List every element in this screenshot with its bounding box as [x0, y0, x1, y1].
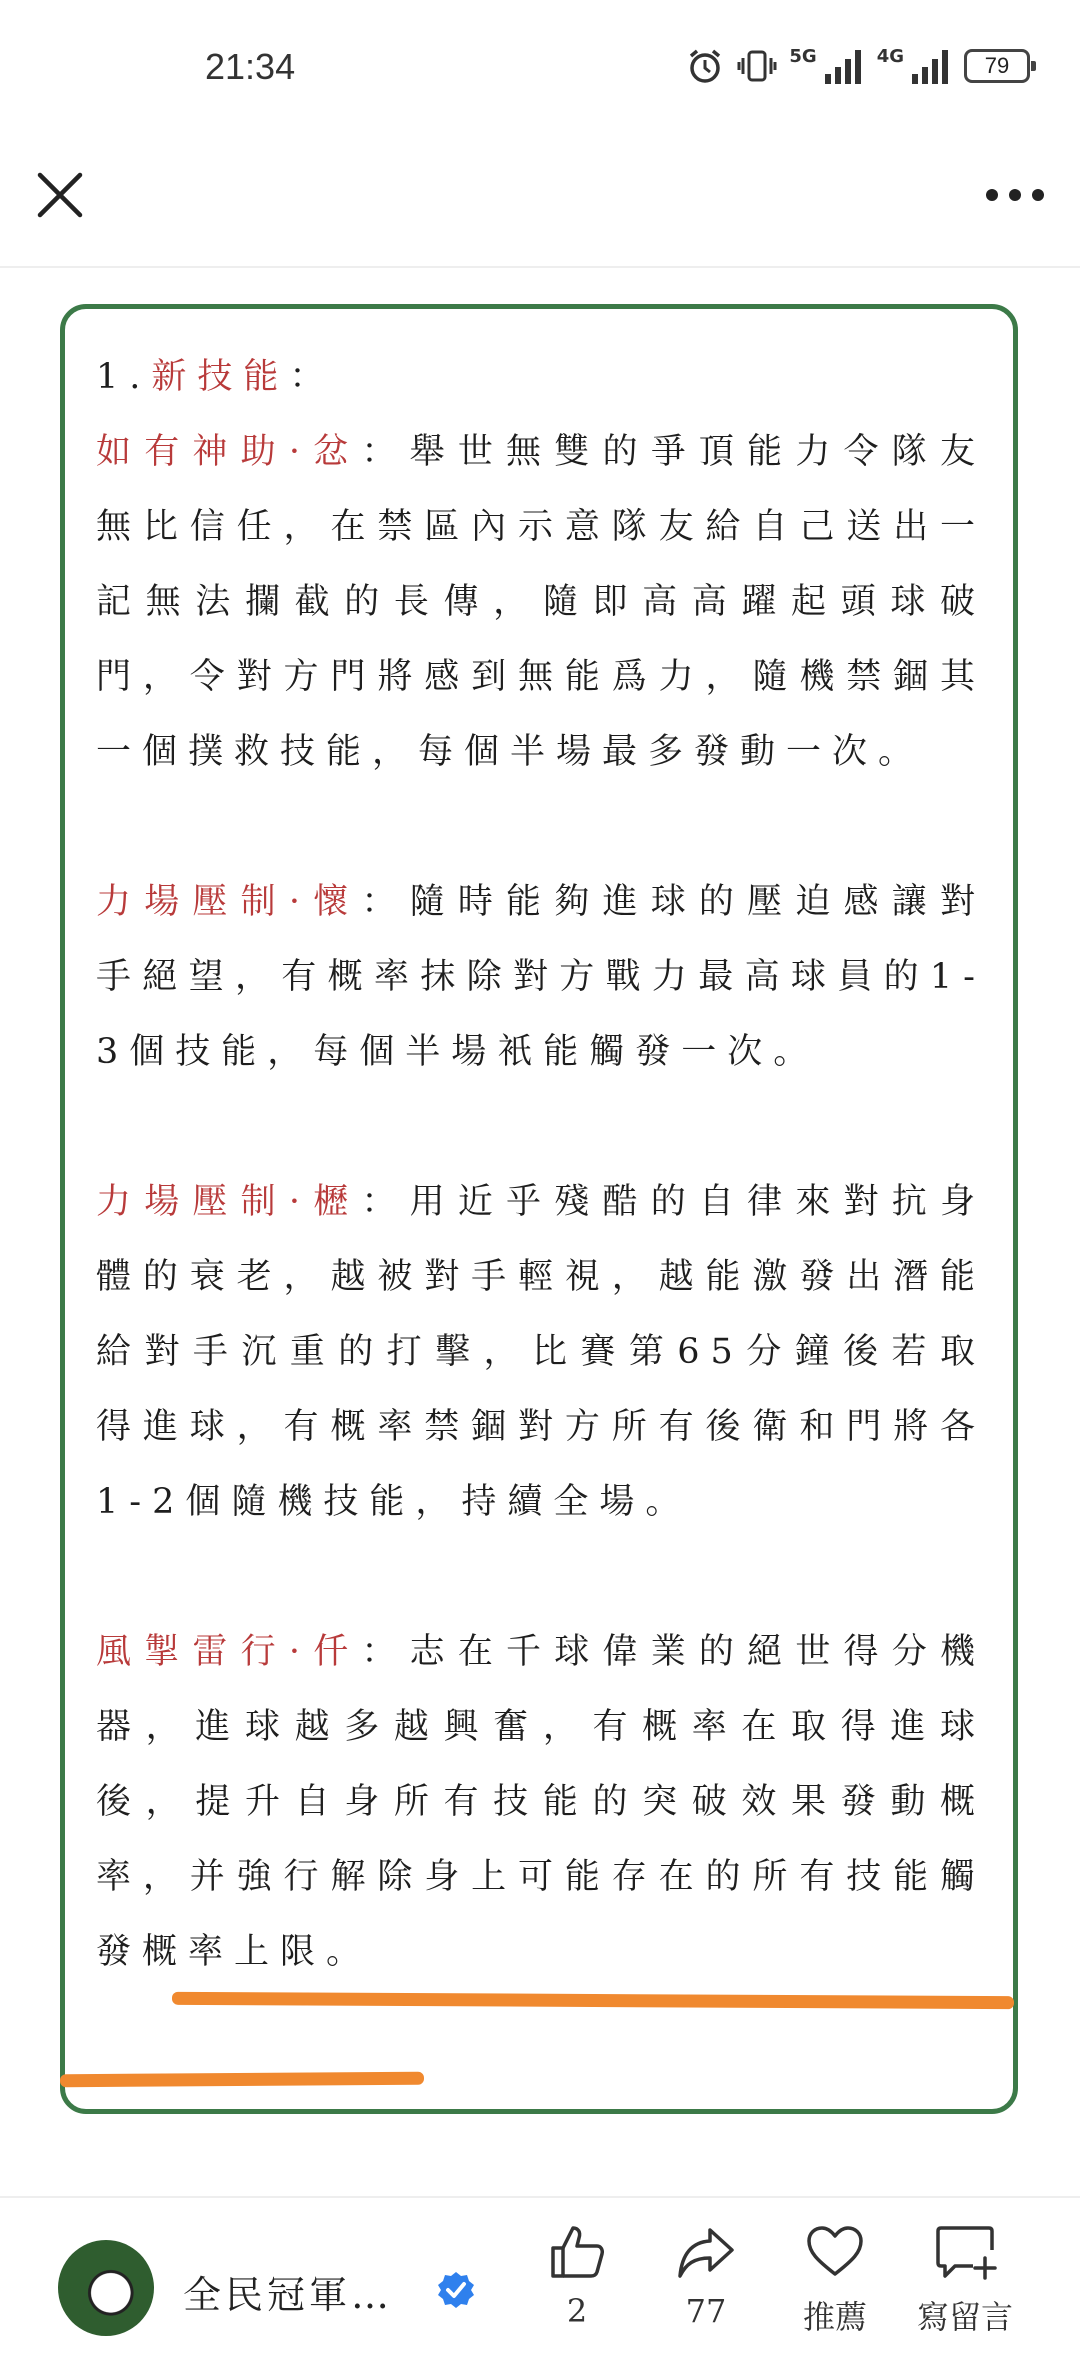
- recommend-button[interactable]: [780, 2220, 890, 2338]
- top-nav: [0, 140, 1080, 268]
- skill-separator: ：: [361, 432, 410, 472]
- skill-separator: ：: [361, 1182, 410, 1222]
- verified-badge-icon: [436, 2270, 476, 2310]
- paragraph-gap: [96, 790, 986, 865]
- more-icon[interactable]: [980, 165, 1050, 225]
- share-button[interactable]: [651, 2220, 761, 2330]
- like-button[interactable]: [522, 2220, 632, 2330]
- skill-paragraph: [96, 865, 986, 1090]
- skill-description: 隨時能夠進球的壓迫感讓對手絕望，有概率抹除對方戰力最高球員的1-3個技能，每個半場衹能觸發一次。: [96, 882, 986, 1072]
- highlight-stroke: [60, 2072, 424, 2088]
- comment-button[interactable]: [910, 2220, 1020, 2338]
- skill-description: 志在千球偉業的絕世得分機器，進球越多越興奮，有概率在取得進球後，提升自身所有技能的突破效果發動概率，: [96, 1632, 986, 1897]
- sim2-label: 4G: [876, 46, 904, 67]
- alarm-icon: [685, 46, 725, 86]
- paragraph-gap: [96, 1090, 986, 1165]
- recommend-label: 推薦: [802, 2298, 867, 2336]
- skill-separator: ：: [361, 1632, 410, 1672]
- author-name[interactable]: 全民冠軍…: [183, 2273, 394, 2317]
- battery-icon: [964, 49, 1030, 83]
- battery-level: 79: [984, 53, 1010, 78]
- skill-separator: ：: [361, 882, 410, 922]
- status-bar: [0, 0, 1080, 140]
- skill-paragraph: [96, 1615, 986, 1990]
- author-avatar[interactable]: [58, 2240, 154, 2336]
- vibrate-icon: [737, 46, 777, 86]
- skill-paragraph: [96, 1165, 986, 1540]
- comment-label: 寫留言: [916, 2298, 1013, 2336]
- close-icon[interactable]: [30, 165, 90, 225]
- sim1-label: 5G: [789, 46, 817, 67]
- skill-name: 力場壓制·懷: [96, 882, 362, 922]
- share-icon: [674, 2220, 738, 2284]
- skill-description: 用近乎殘酷的自律來對抗身體的衰老，越被對手輕視，越能激發出潛能給對手沉重的打擊，比賽第65分鐘後若取得進球，有概率禁錮對方所有後衛和門將各1-2個隨機技能，持續全場。: [96, 1182, 986, 1522]
- heading-colon: ：: [289, 357, 336, 397]
- status-icons: [685, 44, 1030, 88]
- highlighted-text: 并強行解除身上可能存在的所有技能觸發概率上限。: [96, 1857, 986, 1972]
- skill-name: 力場壓制·櫪: [96, 1182, 362, 1222]
- share-count: 77: [685, 2292, 727, 2330]
- comment-plus-icon: [933, 2220, 997, 2284]
- section-heading: [96, 340, 986, 415]
- clock: 21:34: [205, 46, 296, 87]
- thumbs-up-icon: [545, 2220, 609, 2284]
- article-content: [96, 340, 986, 1990]
- skill-name: 如有神助·忿: [96, 432, 362, 472]
- skill-description: 舉世無雙的爭頂能力令隊友無比信任，在禁區內示意隊友給自己送出一記無法攔截的長傳，隨即高高躍起頭球破門，令對方門將感到無能爲力，隨機禁錮其一個撲救技能，每個半場最多發動一次。: [96, 432, 986, 772]
- heading-number: 1.: [96, 357, 152, 397]
- skill-name: 風掣雷行·仟: [96, 1632, 362, 1672]
- heading-label: 新技能: [151, 357, 290, 397]
- like-count: 2: [566, 2292, 588, 2330]
- signal-icon: [823, 48, 865, 84]
- signal-icon: [910, 48, 952, 84]
- paragraph-gap: [96, 1540, 986, 1615]
- bottom-bar: [0, 2196, 1080, 2378]
- heart-icon: [803, 2220, 867, 2284]
- skill-paragraph: [96, 415, 986, 790]
